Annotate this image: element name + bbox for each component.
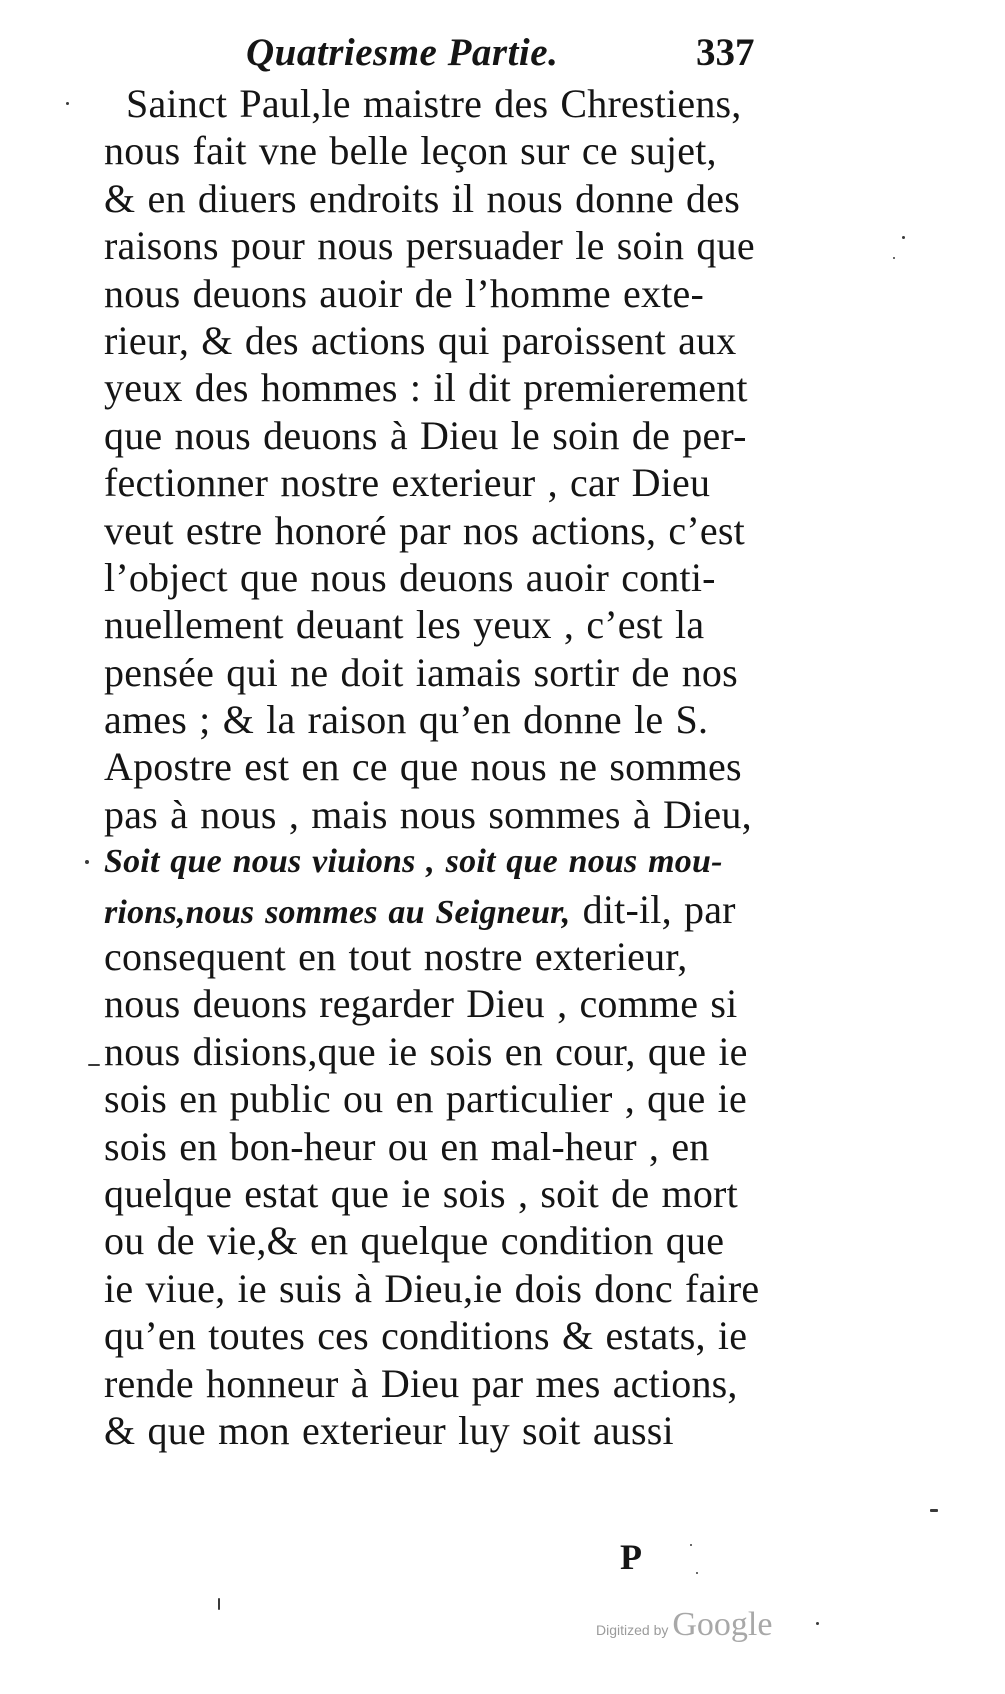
text-line: ou de vie,& en quelque condition que bbox=[104, 1218, 725, 1264]
ink-speck bbox=[816, 1622, 819, 1625]
ink-speck bbox=[893, 257, 895, 259]
text-line: nous fait vne belle leçon sur ce sujet, bbox=[104, 128, 717, 174]
text-line: pas à nous , mais nous sommes à Dieu, bbox=[104, 791, 752, 837]
text-line: ames ; & la raison qu’en donne le S. bbox=[104, 697, 709, 743]
text-line: quelque estat que ie sois , soit de mort bbox=[104, 1170, 738, 1216]
italic-quote-line-with-tail bbox=[104, 886, 814, 933]
text-line: yeux des hommes : il dit premierement bbox=[104, 365, 748, 411]
text-line: & que mon exterieur luy soit aussi bbox=[104, 1407, 674, 1453]
ink-speck bbox=[930, 1509, 938, 1512]
quote-attribution: dit-il, par bbox=[570, 886, 736, 932]
text-line: consequent en tout nostre exterieur, bbox=[104, 934, 688, 980]
body-text bbox=[104, 80, 814, 1454]
italic-quote-line: Soit que nous viuions , soit que nous mou- bbox=[104, 843, 723, 881]
text-line: pensée qui ne doit iamais sortir de nos bbox=[104, 649, 738, 695]
text-line: qu’en toutes ces conditions & estats, ie bbox=[104, 1313, 748, 1359]
text-line: veut estre honoré par nos actions, c’est bbox=[104, 507, 745, 553]
text-line: ie viue, ie suis à Dieu,ie dois donc faire bbox=[104, 1265, 760, 1311]
text-line: Sainct Paul,le maistre des Chrestiens, bbox=[126, 81, 742, 126]
text-line: & en diuers endroits il nous donne des bbox=[104, 175, 740, 221]
text-line: Apostre est en ce que nous ne sommes bbox=[104, 744, 742, 790]
text-line: nous disions,que ie sois en cour, que ie bbox=[104, 1028, 748, 1074]
ink-speck bbox=[902, 236, 905, 239]
running-title: Quatriesme Partie. bbox=[246, 31, 559, 74]
text-line: l’object que nous deuons auoir conti- bbox=[104, 554, 716, 600]
text-line: rende honneur à Dieu par mes actions, bbox=[104, 1360, 738, 1406]
ink-speck bbox=[88, 1064, 100, 1066]
ink-speck bbox=[85, 860, 89, 864]
text-line: fectionner nostre exterieur , car Dieu bbox=[104, 460, 711, 506]
watermark-digitized-by: Digitized by bbox=[596, 1622, 669, 1638]
page-header bbox=[246, 30, 806, 86]
ink-speck bbox=[218, 1598, 220, 1610]
ink-speck bbox=[66, 102, 69, 105]
ink-speck bbox=[690, 1544, 692, 1546]
watermark-google-logo: Google bbox=[672, 1606, 773, 1643]
google-watermark bbox=[596, 1606, 772, 1644]
text-line: rieur, & des actions qui paroissent aux bbox=[104, 317, 737, 363]
italic-quote-text: rions,nous sommes au Seigneur, bbox=[104, 893, 571, 931]
signature-mark: P bbox=[620, 1537, 642, 1577]
text-line: nous deuons auoir de l’homme exte- bbox=[104, 270, 704, 316]
text-line: raisons pour nous persuader le soin que bbox=[104, 223, 755, 269]
text-line: sois en public ou en particulier , que ie bbox=[104, 1076, 747, 1122]
ink-speck bbox=[696, 1572, 698, 1574]
text-line: nuellement deuant les yeux , c’est la bbox=[104, 602, 705, 648]
page-number: 337 bbox=[696, 31, 755, 74]
text-line: sois en bon-heur ou en mal-heur , en bbox=[104, 1123, 710, 1169]
text-line: que nous deuons à Dieu le soin de per- bbox=[104, 412, 747, 458]
text-line: nous deuons regarder Dieu , comme si bbox=[104, 981, 738, 1027]
